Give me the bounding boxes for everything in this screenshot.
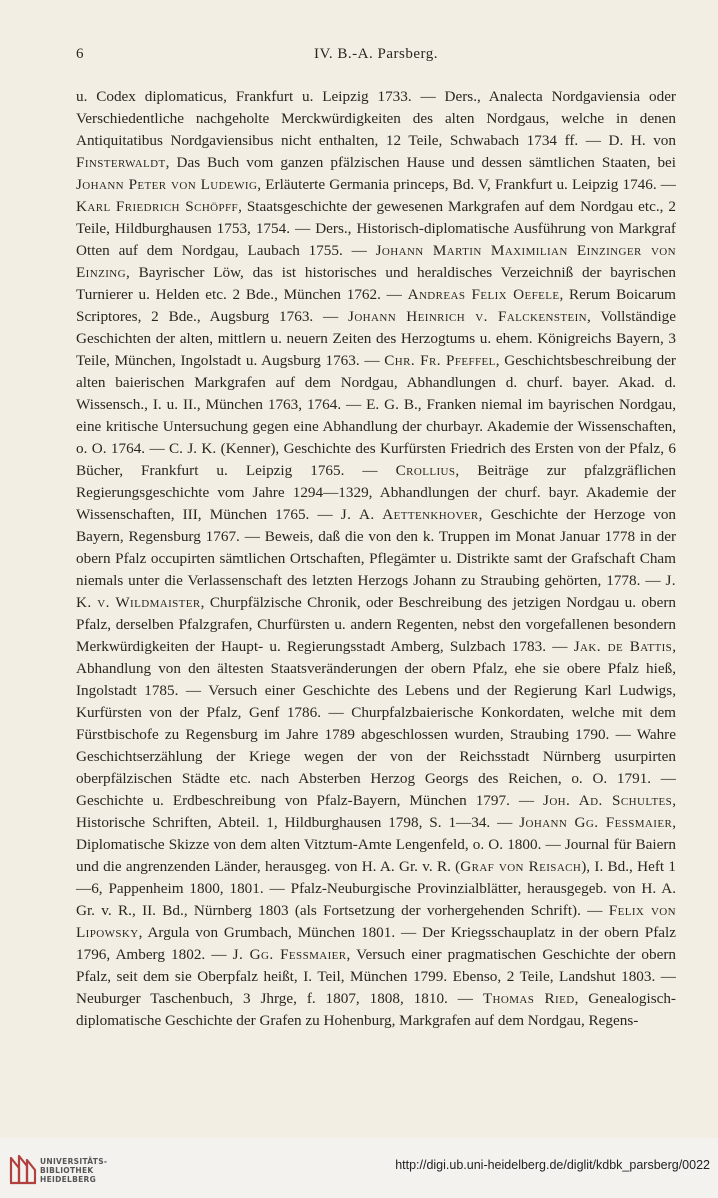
text-segment: , Versuch einer pragmatischen Geschichte der obern Pfalz, seit dem sie Oberpfalz heißt, I. Teil, München 1799. Ebenso, 2 Teile, Landshut 1803. — Neuburger Taschenbuch, 3 Jhrge, f. 1807, 1808, 1810. — bbox=[76, 946, 676, 1007]
running-title: IV. B.-A. Parsberg. bbox=[314, 46, 438, 62]
author-name: Thomas Ried bbox=[482, 990, 575, 1007]
text-segment: , Beiträge zur pfalzgräflichen Regierungsgeschichte vom Jahre 1294—1329, Abhandlungen der churf. bayr. Akademie der Wissenschaften, III, München 1765. — bbox=[76, 462, 677, 523]
university-library-logo-icon bbox=[8, 1152, 38, 1186]
author-name: Johann Heinrich v. Falckenstein bbox=[348, 308, 588, 325]
text-segment: ), I. Bd., Heft 1—6, Pappenheim 1800, 1801. — Pfalz-Neuburgische Provinzialblätter, herausgegeb. von H. A. Gr. v. R., II. Bd., Nürnberg 1803 (als Fortsetzung der vorhergehenden Schrift). — bbox=[76, 858, 677, 919]
author-name: Joh. Ad. Schultes bbox=[543, 792, 673, 809]
text-segment: , Staatsgeschichte der gewesenen Markgrafen auf dem Nordgau etc., 2 Teile, Hildburghausen 1753, 1754. — Ders., Historisch-diplomatische Ausführung von Markgraf Otten auf dem Nordgau, Laubach 1755. — bbox=[76, 198, 677, 259]
footer-bar bbox=[0, 1138, 718, 1198]
text-segment: , Abhandlung von den ältesten Staatsveränderungen der obern Pfalz, ehe sie obere Pfalz hieß, Ingolstadt 1785. — Versuch einer Geschichte des Lebens und der Regierung Karl Ludwigs, Kurfürsten von der Pfalz, Genf 1786. — Churpfalzbaierische Konkordaten, welche mit dem Fürstbischofe zu Regensburg im Jahre 1789 abgeschlossen wurden, Straubing 1790. — Wahre Geschichtserzählung der Kriege wegen der von der Reichsstadt Nürnberg usurpirten oberpfälzischen Städte etc. nach Absterben Herzog Georgs des Reichen, o. O. 1791. — Geschichte u. Erdbeschreibung von Pfalz-Bayern, München 1797. — bbox=[76, 638, 676, 809]
page-number: 6 bbox=[76, 46, 84, 62]
text-segment: , Rerum Boicarum Scriptores, 2 Bde., Augsburg 1763. — bbox=[76, 286, 676, 325]
text-segment: u. Codex diplomaticus, Frankfurt u. Leipzig 1733. — Ders., Analecta Nordgaviensia oder Verschiedentliche nachgeholte Merckwürdigkeiten des alten Nordgaus, welche in denen Antiquitatibus Nordgaviensibus nicht enthalten, 12 Teile, Schwabach 1734 ff. — D. H. von bbox=[76, 88, 676, 149]
text-segment: , Vollständige Geschichten der alten, mittlern u. neuern Zeiten des Herzogtums u. ehem. Königreichs Bayern, 3 Teile, München, Ingolstadt u. Augsburg 1763. — bbox=[76, 308, 676, 369]
author-name: Jak. de Battis bbox=[573, 638, 673, 655]
permalink-url[interactable]: http://digi.ub.uni-heidelberg.de/diglit/kdbk_parsberg/0022 bbox=[395, 1158, 710, 1172]
library-name bbox=[40, 1157, 107, 1184]
author-name: Johann Martin Maximilian Einzinger von Einzing bbox=[76, 242, 676, 281]
author-name: Johann Gg. Fessmaier bbox=[519, 814, 673, 831]
library-name-line: UNIVERSITÄTS- bbox=[40, 1157, 108, 1166]
text-segment: , Erläuterte Germania princeps, Bd. V, Frankfurt u. Leipzig 1746. — bbox=[257, 176, 676, 193]
author-name: Chr. Fr. Pfeffel bbox=[384, 352, 496, 369]
author-name: Karl Friedrich Schöpff bbox=[76, 198, 239, 215]
text-segment: , Churpfälzische Chronik, oder Beschreibung des jetzigen Nordgau u. obern Pfalz, derselben Pfalzgrafen, Churfürsten u. andern Regenten, nebst den vorgefallenen besondern Merkwürdigkeiten der Haupt- u. Regierungsstadt Amberg, Sulzbach 1783. — bbox=[76, 594, 676, 655]
text-segment: , Das Buch vom ganzen pfälzischen Hause und dessen sämtlichen Staaten, bei bbox=[165, 154, 676, 171]
author-name: Crollius bbox=[395, 462, 456, 479]
page-header bbox=[76, 46, 676, 68]
library-name-line: BIBLIOTHEK bbox=[40, 1166, 94, 1175]
author-name: J. K. v. Wildmaister bbox=[76, 572, 676, 611]
text-segment: , Geschichtsbeschreibung der alten baierischen Markgrafen auf dem Nordgau, Abhandlungen d. churf. bayer. Akad. d. Wissensch., I. u. II., München 1763, 1764. — E. G. B., Franken niemal im bayrischen Nordgau, eine kritische Untersuchung gegen eine Abhandlung der churbayr. Akademie der Wissenschaften, o. O. 1764. — C. J. K. (Kenner), Geschichte des Kurfürsten Friedrich des Ersten von der Pfalz, 6 Bücher, Frankfurt u. Leipzig 1765. — bbox=[76, 352, 676, 479]
author-name: Finsterwaldt bbox=[76, 154, 166, 171]
text-segment: , Genealogisch-diplomatische Geschichte der Grafen zu Hohenburg, Markgrafen auf dem Nordgau, Regens- bbox=[76, 990, 676, 1029]
text-segment: , Historische Schriften, Abteil. 1, Hildburghausen 1798, S. 1—34. — bbox=[76, 792, 676, 831]
author-name: Johann Peter von Ludewig bbox=[76, 176, 258, 193]
text-segment: , Bayrischer Löw, das ist historisches und heraldisches Verzeichniß der bayrischen Turnierer u. Helden etc. 2 Bde., München 1762. — bbox=[76, 264, 676, 303]
library-name-line: HEIDELBERG bbox=[40, 1175, 97, 1184]
text-segment: , Argula von Grumbach, München 1801. — Der Kriegsschauplatz in der obern Pfalz 1796, Amberg 1802. — bbox=[76, 924, 676, 963]
author-name: Felix von Lipowsky bbox=[76, 902, 676, 941]
author-name: Andreas Felix Oefele bbox=[407, 286, 560, 303]
author-name: Graf von Reisach bbox=[460, 858, 582, 875]
text-segment: , Geschichte der Herzoge von Bayern, Regensburg 1767. — Beweis, daß die von den k. Truppen im Monat Januar 1778 in der obern Pfalz occupirten sämtlichen Ortschaften, Pflegämter u. Distrikte samt der Grafschaft Cham niemals unter die Verlassenschaft des letzten Herzogs Johann zu Straubing gehörten, 1778. — bbox=[76, 506, 677, 589]
author-name: J. A. Aettenkhover bbox=[340, 506, 479, 523]
text-segment: , Diplomatische Skizze von dem alten Vitztum-Amte Lengenfeld, o. O. 1800. — Journal für Baiern und die angrenzenden Länder, herausgeg. von H. A. Gr. v. R. ( bbox=[76, 814, 676, 875]
author-name: J. Gg. Fessmaier bbox=[232, 946, 347, 963]
bibliography-text bbox=[76, 86, 676, 1032]
bibliography-paragraph bbox=[76, 86, 676, 1032]
